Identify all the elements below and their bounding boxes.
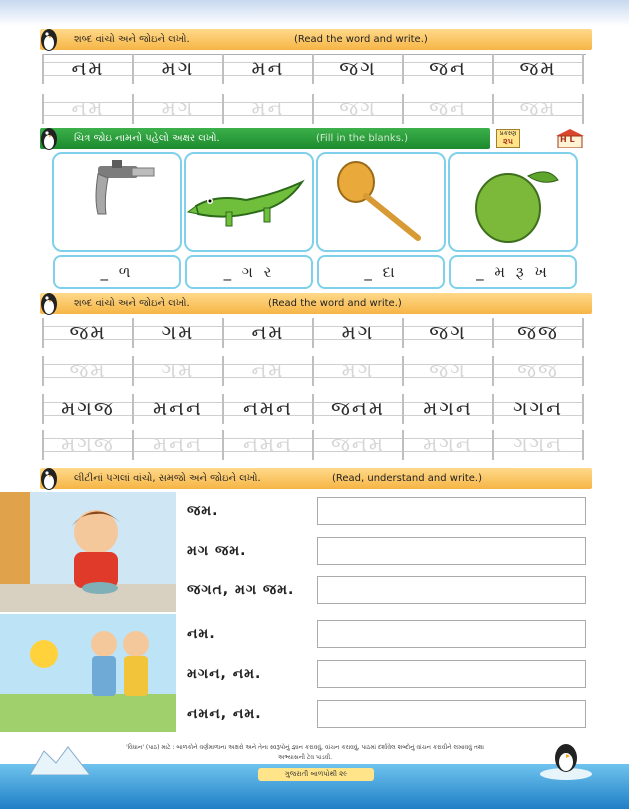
word-cell (42, 54, 132, 84)
penguin-icon (38, 464, 60, 492)
badge-number: ૨૫ (503, 137, 513, 146)
sentence: જગત, મગ જમ. (187, 582, 295, 598)
hl-house-icon (555, 128, 585, 148)
word: મન (251, 56, 285, 80)
word-cell (312, 54, 402, 84)
trace-cell[interactable] (402, 356, 492, 386)
blank-input[interactable]: _ ગ ર (185, 255, 313, 289)
tap-picture (52, 152, 182, 252)
badge-label: પ્રકરણ (499, 130, 517, 137)
word-cell (312, 394, 402, 424)
word: મગ (341, 320, 375, 344)
word-cell (222, 54, 312, 84)
penguin-icon (38, 289, 60, 317)
trace-cell[interactable] (402, 94, 492, 124)
honey-dipper-icon (318, 154, 444, 250)
write-box[interactable] (317, 576, 586, 604)
word-cell (222, 318, 312, 348)
trace-word: જગ (429, 358, 467, 382)
word: મગજ (61, 396, 115, 420)
word: નમ (71, 56, 105, 80)
boys-greeting-picture (0, 614, 176, 732)
guava-icon (450, 154, 576, 250)
section-4-header (40, 468, 592, 489)
word: જજ (517, 320, 559, 344)
section-4-title: લીટીનાં પગલાં વાંચો, સમજો અને જોઇને લખો. (74, 473, 261, 484)
trace-cell[interactable] (222, 356, 312, 386)
write-box[interactable] (317, 497, 586, 525)
write-box[interactable] (317, 660, 586, 688)
write-box[interactable] (317, 537, 586, 565)
sentence: નમ. (187, 626, 216, 642)
trace-cell[interactable] (312, 94, 402, 124)
trace-word: મગ (341, 358, 375, 382)
trace-word: જમ (519, 96, 557, 120)
write-box[interactable] (317, 700, 586, 728)
section-3-trace-row-1 (42, 356, 584, 386)
sentence: જમ. (187, 503, 219, 519)
section-3-header (40, 293, 592, 314)
trace-cell[interactable] (132, 94, 222, 124)
trace-cell[interactable] (492, 94, 584, 124)
sentence: નમન, નમ. (187, 706, 262, 722)
word: મગ (161, 56, 195, 80)
word: નમન (243, 396, 293, 420)
word-cell (312, 318, 402, 348)
section-3-row-1 (42, 318, 584, 348)
section-3-title: શબ્દ વાંચો અને જોઇને લખો. (74, 298, 190, 309)
word: ગગન (512, 396, 564, 420)
trace-cell[interactable] (42, 430, 132, 460)
trace-cell[interactable] (402, 430, 492, 460)
teacher-footnote: 'વિધાન' (પાઠ) માટે : બાળકોને વર્ણમાળાના અક્ષરો અને તેના સ્વરૂપોનું જ્ઞાન કરાવવું, વાંચન કરાવવું, પાઠમાં દર્શાવેલ શબ્દોનું વાંચન કરાવીને લખાવવું તથા અભ્યાસની ટેવ પાડવી. (126, 744, 484, 761)
word-cell (222, 394, 312, 424)
word: ગમ (161, 320, 195, 344)
penguin-icon (38, 25, 60, 53)
blank-input[interactable]: _ દા (317, 255, 445, 289)
blank-input[interactable]: _ મ રૂ ખ (449, 255, 577, 289)
top-band (0, 0, 629, 26)
word-cell (492, 394, 584, 424)
word: જગ (429, 320, 467, 344)
trace-cell[interactable] (222, 430, 312, 460)
trace-word: મન (251, 96, 285, 120)
chapter-badge (496, 129, 520, 148)
blank-input[interactable]: _ ળ (53, 255, 181, 289)
word: મનન (153, 396, 203, 420)
word-cell (402, 394, 492, 424)
honey-dipper-picture (316, 152, 446, 252)
trace-word: નમ (71, 96, 105, 120)
crocodile-icon (186, 154, 312, 250)
word: જન (429, 56, 467, 80)
word: મગન (423, 396, 473, 420)
word-cell (132, 394, 222, 424)
penguin-on-ice-icon (538, 740, 594, 780)
trace-cell[interactable] (132, 356, 222, 386)
section-2-title: ચિત્ર જોઇ નામનો પહેલો અક્ષર લખો. (74, 133, 220, 144)
trace-word: જગ (339, 96, 377, 120)
sentence: મગન, નમ. (187, 666, 262, 682)
section-2-english: (Fill in the blanks.) (316, 133, 408, 144)
trace-cell[interactable] (312, 430, 402, 460)
word-cell (132, 318, 222, 348)
trace-cell[interactable] (492, 430, 584, 460)
penguin-icon (38, 124, 60, 152)
trace-cell[interactable] (312, 356, 402, 386)
section-2-header (40, 128, 490, 149)
trace-cell[interactable] (132, 430, 222, 460)
word: જગ (339, 56, 377, 80)
trace-word: મગજ (61, 432, 115, 456)
section-1-words-row (42, 54, 584, 84)
trace-word: જજ (517, 358, 559, 382)
trace-cell[interactable] (42, 356, 132, 386)
section-3-english: (Read the word and write.) (268, 298, 402, 309)
word-cell (42, 318, 132, 348)
write-box[interactable] (317, 620, 586, 648)
trace-word: મગ (161, 96, 195, 120)
trace-cell[interactable] (42, 94, 132, 124)
word-cell (132, 54, 222, 84)
boy-eating-picture (0, 492, 176, 612)
guava-picture (448, 152, 578, 252)
crocodile-picture (184, 152, 314, 252)
section-3-trace-row-2 (42, 430, 584, 460)
iceberg-icon (30, 745, 90, 775)
trace-word: જમ (69, 358, 107, 382)
tap-icon (54, 154, 180, 250)
word-cell (402, 318, 492, 348)
trace-word: મગન (423, 432, 473, 456)
section-1-title: શબ્દ વાંચો અને જોઇને લખો. (74, 34, 190, 45)
trace-word: જન (429, 96, 467, 120)
word-cell (492, 318, 584, 348)
word: નમ (251, 320, 285, 344)
trace-word: ગગન (512, 432, 564, 456)
word: જનમ (331, 396, 385, 420)
word-cell (492, 54, 584, 84)
trace-cell[interactable] (492, 356, 584, 386)
section-3-row-2 (42, 394, 584, 424)
word: જમ (519, 56, 557, 80)
trace-word: નમ (251, 358, 285, 382)
section-1-english: (Read the word and write.) (294, 34, 428, 45)
hl-label: H L (560, 135, 575, 144)
section-1-header (40, 29, 592, 50)
page-label: ગુજરાતી બાળપોથી ૨૯ (258, 768, 374, 781)
word-cell (42, 394, 132, 424)
trace-word: નમન (243, 432, 293, 456)
word-cell (402, 54, 492, 84)
sentence: મગ જમ. (187, 543, 247, 559)
trace-word: જનમ (331, 432, 385, 456)
word: જમ (69, 320, 107, 344)
trace-cell[interactable] (222, 94, 312, 124)
trace-word: ગમ (161, 358, 195, 382)
trace-word: મનન (153, 432, 203, 456)
section-4-english: (Read, understand and write.) (332, 473, 483, 484)
section-1-trace-row (42, 94, 584, 124)
